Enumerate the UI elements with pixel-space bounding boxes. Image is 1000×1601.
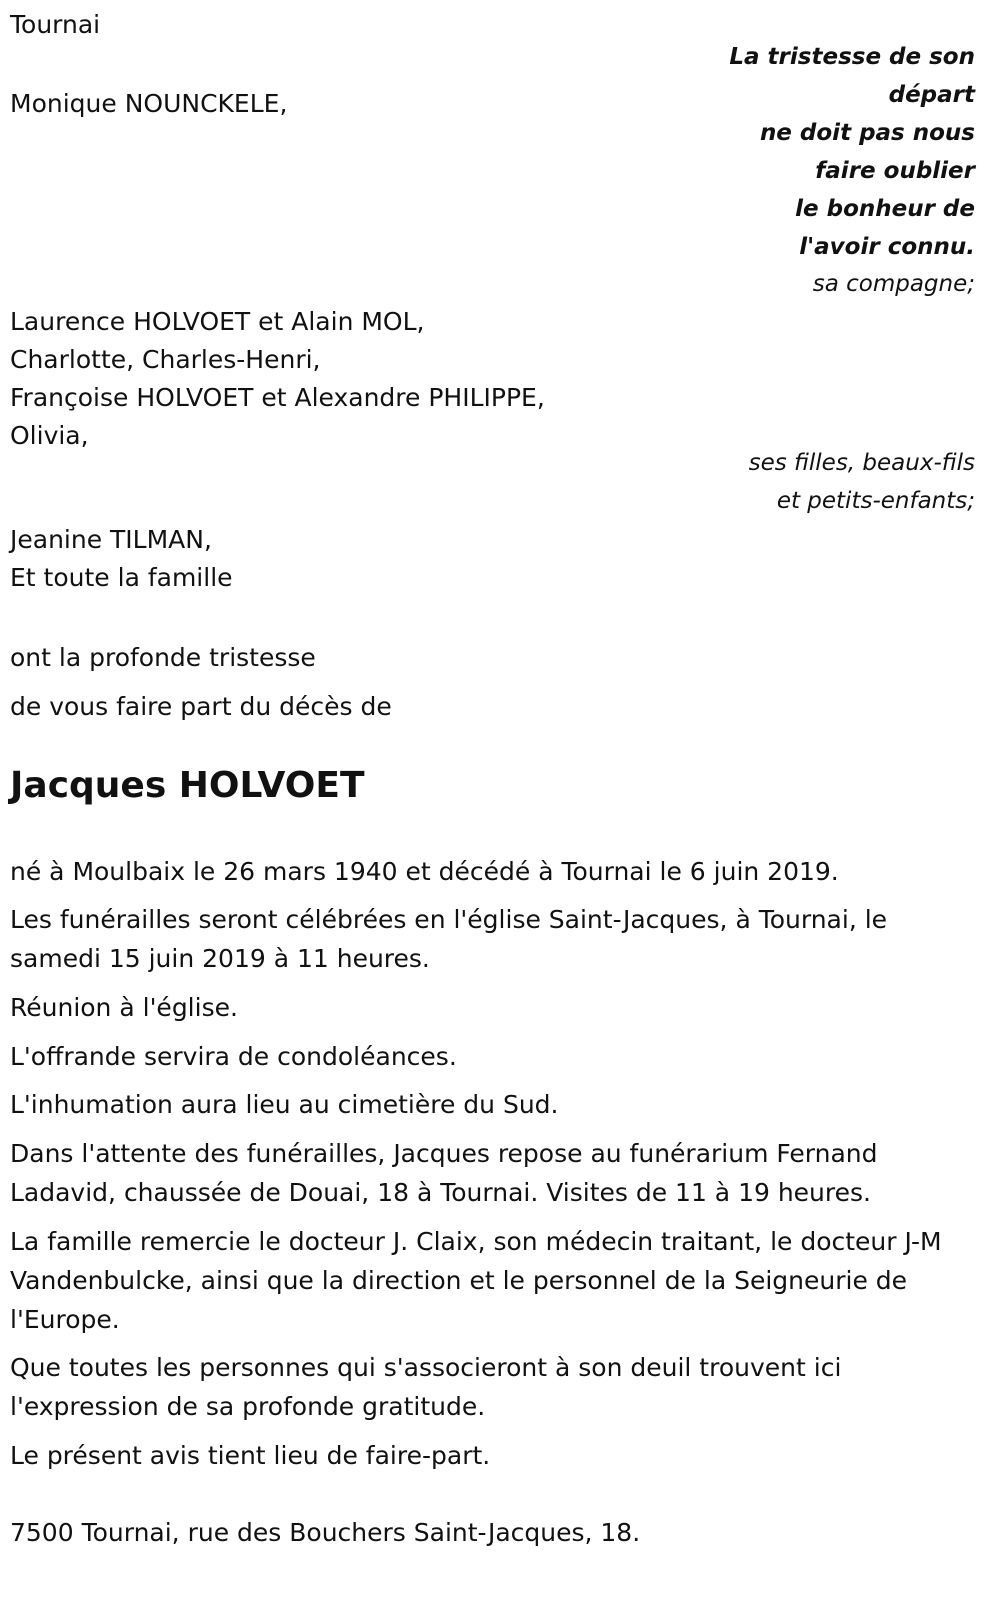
birth-death-paragraph: né à Moulbaix le 26 mars 1940 et décédé à Tournai le 6 juin 2019. bbox=[10, 857, 839, 886]
quote-line: le bonheur de bbox=[795, 196, 975, 222]
children-role-line: ses filles, beaux-fils bbox=[748, 450, 975, 476]
children-line: Charlotte, Charles-Henri, bbox=[10, 345, 321, 374]
quote-line: faire oublier bbox=[815, 158, 975, 184]
children-line: Françoise HOLVOET et Alexandre PHILIPPE, bbox=[10, 383, 545, 412]
children-line: Olivia, bbox=[10, 421, 89, 450]
quote-line: La tristesse de son bbox=[729, 44, 975, 70]
address: 7500 Tournai, rue des Bouchers Saint-Jacques, 18. bbox=[10, 1518, 641, 1547]
children-role-line: et petits-enfants; bbox=[776, 488, 975, 514]
children-role bbox=[655, 444, 975, 520]
announcement-line: de vous faire part du décès de bbox=[10, 692, 392, 721]
spouse-name: Monique NOUNCKELE, bbox=[10, 89, 288, 118]
quote-line: ne doit pas nous bbox=[759, 120, 975, 146]
other-family bbox=[10, 521, 233, 597]
quote-line: départ bbox=[888, 82, 975, 108]
offering-paragraph: L'offrande servira de condoléances. bbox=[10, 1042, 457, 1071]
burial-paragraph: L'inhumation aura lieu au cimetière du Sud. bbox=[10, 1090, 559, 1119]
gratitude-paragraph: Que toutes les personnes qui s'associeront à son deuil trouvent ici l'expression de sa profonde gratitude. bbox=[10, 1353, 842, 1421]
other-family-line: Jeanine TILMAN, bbox=[10, 525, 212, 554]
children-line: Laurence HOLVOET et Alain MOL, bbox=[10, 307, 425, 336]
deceased-name: Jacques HOLVOET bbox=[10, 765, 365, 806]
announcement-line: ont la profonde tristesse bbox=[10, 643, 316, 672]
children-list bbox=[10, 303, 545, 455]
quote-line: l'avoir connu. bbox=[799, 234, 975, 260]
thanks-paragraph: La famille remercie le docteur J. Claix, son médecin traitant, le docteur J-M Vandenbulcke, ainsi que la direction et le personnel de la Seigneurie de l'Europe. bbox=[10, 1227, 942, 1334]
notice-paragraph: Le présent avis tient lieu de faire-part. bbox=[10, 1441, 491, 1470]
funerarium-paragraph: Dans l'attente des funérailles, Jacques repose au funérarium Fernand Ladavid, chaussée de Douai, 18 à Tournai. Visites de 11 à 19 heures. bbox=[10, 1139, 878, 1207]
memorial-quote bbox=[655, 38, 975, 266]
city-heading: Tournai bbox=[10, 10, 101, 39]
spouse-role: sa compagne; bbox=[812, 271, 975, 297]
meeting-paragraph: Réunion à l'église. bbox=[10, 993, 238, 1022]
other-family-line: Et toute la famille bbox=[10, 563, 233, 592]
funeral-paragraph: Les funérailles seront célébrées en l'église Saint-Jacques, à Tournai, le samedi 15 juin 2019 à 11 heures. bbox=[10, 905, 888, 973]
